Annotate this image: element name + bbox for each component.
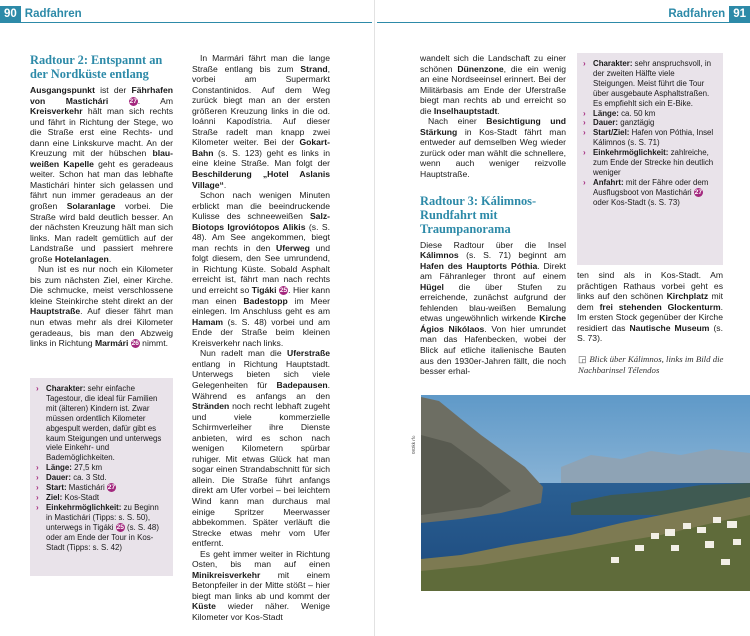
arrow-icon: › <box>36 502 39 512</box>
bold-text: Uferstraße <box>287 348 330 359</box>
info-item-einkehr <box>583 148 717 178</box>
arrow-icon: › <box>36 473 39 483</box>
bold-text: Strand <box>300 63 328 74</box>
text: (s. S. 48) vorbei und am Ende der Straße beim kleinen Kreisverkehr nach links. <box>192 316 330 348</box>
info-value: sehr anspruchsvoll, in der zweiten Hälfte viele Steigungen. Meist führt die Tour über ausgebaute Asphaltstraßen. Es empfiehlt sich ein E-Bike. <box>593 59 711 108</box>
text: ten sind als in Kos-Stadt. Am prächtigen Rathaus vorbei geht es links auf den schönen <box>577 270 723 302</box>
text: , vorbei am Supermarkt Constantinidos. Auf dem Weg zurück biegt man an der ersten größeren Kreuzung links in die od. Ioánni Kapodístria. Auf dieser Straße radelt man knapp zwei Kilometer weiter. Bei der <box>192 63 330 148</box>
map-badge: 25 <box>279 287 288 295</box>
column-1 <box>30 53 173 349</box>
tour2-title: Radtour 2: Entspannt an der Nordküste entlang <box>30 53 163 81</box>
arrow-icon: › <box>583 177 586 187</box>
col2-paragraph-2 <box>192 190 330 348</box>
text: und folgt diesem, den See umrundend, in Richtung Küste. Sobald Asphalt erreicht ist, fährt man nach rechts und erreicht so <box>192 242 330 296</box>
info-value: ca. 50 km <box>618 108 656 118</box>
bold-text: Hafen des Hauptorts Póthia <box>420 260 538 271</box>
text: vorbei. Die Straße wird bald deutlich besser. An der nächsten Kreuzung hält man sich links. Man radelt gemütlich auf der Landstraße und passiert mehrere große <box>30 201 173 264</box>
col3-paragraph-2 <box>420 116 566 179</box>
bold-text: blau-weißen Kapelle <box>30 148 173 169</box>
arrow-icon: › <box>36 492 39 502</box>
map-badge: 25 <box>116 523 124 531</box>
text: . Direkt am Fähranleger thront auf einem <box>420 260 566 282</box>
info-label: Ziel: <box>46 492 63 502</box>
bold-text: Solaranlage <box>66 201 116 212</box>
info-value: zu Beginn in Mastichári (Tipps: s. S. 50), unterwegs in Tigáki <box>46 502 159 532</box>
info-value: Mastichári <box>66 483 105 493</box>
tour3-info-box <box>577 53 723 265</box>
info-label: Einkehrmöglichkeit: <box>46 502 122 512</box>
text: im Meer einlegen. Im Anschluss geht es am <box>192 295 330 317</box>
text: . Auf dieser fährt man nun etwas mehr als drei Kilometer geradeaus, bis man den Abzweig links in Richtung <box>30 306 173 349</box>
tour2-info-box <box>30 378 173 576</box>
text: Schon nach wenigen Minuten erblickt man die beeindruckende Kulisse des schneeweißen <box>192 190 330 222</box>
bold-text: Tigáki <box>251 285 277 296</box>
bold-text: Uferweg <box>276 242 310 253</box>
arrow-icon: › <box>36 463 39 473</box>
tour2-paragraph-1 <box>30 85 173 264</box>
arrow-icon: › <box>583 148 586 158</box>
bold-text: Salz-Biotops Igroviótopos Alikis <box>192 211 330 232</box>
map-badge: 26 <box>131 340 139 348</box>
info-item-charakter <box>583 59 717 109</box>
text: geht es geradeaus weiter. Schon hat man das lebhafte Mastichári hinter sich gelassen und fährt nun immer geradeaus an der großen <box>30 158 173 212</box>
text: entlang in Richtung Hauptstadt. Unterwegs bieten sich viele Gelegenheiten für <box>192 358 330 390</box>
bold-text: Stränden <box>192 401 230 412</box>
photo-credit: 083kk rfo <box>411 435 416 454</box>
col3-paragraph-1 <box>420 53 566 116</box>
info-value: sehr einfache Tagestour, die ideal für Familien mit (älteren) Kindern ist. Zwar müssen ordentlich Kilometer abgespult werden, dafür gibt es kaum Steigungen und unterwegs viele Einkehr- und Bademöglichkeiten. <box>46 384 162 463</box>
text: . <box>223 179 227 190</box>
text: nimmt. <box>139 338 168 349</box>
bold-text: Minikreisverkehr <box>192 569 261 580</box>
text: In Marmári fährt man die lange Straße entlang bis zum <box>192 53 330 74</box>
info-value: mit der Fähre oder dem Ausflugsboot von Mastichári <box>593 177 709 197</box>
header-rule-right <box>377 22 750 23</box>
info-value: zahlreiche, zum Ende der Strecke hin deutlich weniger <box>593 148 714 177</box>
text: . Während es anfangs an den <box>192 379 330 401</box>
text: mit dem <box>577 291 723 312</box>
info-value: (s. S. 48) oder am Ende der Tour in Kos-Stadt (Tipps: s. S. 42) <box>46 522 159 552</box>
info-label: Start/Ziel: <box>593 128 630 138</box>
text: (s. S. 48). Am See angekommen, biegt man rechts in den <box>192 221 330 253</box>
info-item-laenge <box>583 109 717 119</box>
bold-text: Nautische Museum <box>629 322 710 333</box>
info-value: oder Kos-Stadt (s. S. 73) <box>593 197 680 207</box>
arrow-icon: › <box>36 384 39 393</box>
bold-text: Kirche Ágios Nikólaos <box>420 313 566 334</box>
right-header <box>664 6 750 22</box>
map-badge: 27 <box>129 97 137 105</box>
text: mit einem Betonpfeiler in der Mitte stößt – hier biegt man links ab und kommt der <box>192 569 330 601</box>
col2-paragraph-4 <box>192 549 330 623</box>
bold-text: Kreisverkehr <box>30 106 83 117</box>
bold-text: Hamam <box>192 316 224 327</box>
page-number-right: 91 <box>729 6 750 22</box>
info-item-charakter <box>36 384 167 463</box>
info-item-startziel <box>583 128 717 148</box>
header-rule-left <box>0 22 372 23</box>
page-number-left: 90 <box>0 6 21 22</box>
bold-text: Gokart-Bahn <box>192 137 330 158</box>
info-value: 27,5 km <box>71 463 103 473</box>
text: Nun radelt man die <box>200 348 287 359</box>
text: noch recht lebhaft zugeht und viele kommerzielle Schirmverleiher ihre Dienste anbieten, wird es schon nach wenigen Kilometern spürbar ruhiger. Mit etwas Glück hat man sogar einen Strandabschnitt für sich allein. Die Straße führt anfangs direkt am Ufer vorbei – bei leichtem Wind kann man durchaus mal einige Spritzer Meerwasser abbekommen. Später verläuft die Strecke etwas mehr vom Ufer entfernt. <box>192 401 330 549</box>
text: , die ein wenig an eine Nordseeinsel erinnert. Bei der Militärbasis am Ende der Uferstraße biegt man rechts ab und erreicht so die <box>420 63 566 116</box>
tour3-title: Radtour 3: Kálimnos-Rundfahrt mit Traumpanorama <box>420 193 537 236</box>
bold-text: Badepausen <box>276 379 328 390</box>
info-label: Einkehrmöglichkeit: <box>593 148 669 158</box>
info-value: ca. 3 Std. <box>71 473 107 483</box>
info-label: Dauer: <box>46 473 71 483</box>
photo-caption <box>578 354 748 376</box>
text: . <box>497 105 500 116</box>
text: wandelt sich die Landschaft zu einer schönen <box>420 53 566 74</box>
text: die über Stufen zu erreichende, zunächst aufgrund der fehlenden blau-weißen Bemalung etwas ungewöhnlich wirkende <box>420 281 566 324</box>
bold-text: Marmári <box>94 338 129 349</box>
map-badge: 27 <box>107 484 116 492</box>
info-item-laenge <box>36 463 167 473</box>
camera-icon: ◲ <box>578 354 587 364</box>
bold-text: Hügel <box>420 281 444 292</box>
arrow-icon: › <box>583 118 586 128</box>
text: Nun ist es nur noch ein Kilometer bis zum nächsten Ziel, einer Kirche. Die schmucke, meist verschlossene kleine Steinkirche steht direkt an der <box>30 264 173 306</box>
info-label: Anfahrt: <box>593 177 624 187</box>
text: (s. S. 73). <box>577 322 723 344</box>
info-value: Kos-Stadt <box>62 492 100 502</box>
bold-text: Beschilderung „Hotel Aslanis Village“ <box>192 169 330 190</box>
text: wieder näher. Wenige Kilometer vor Kos-Stadt <box>192 601 330 622</box>
column-4 <box>577 270 723 344</box>
text: . <box>108 253 112 264</box>
bold-text: Fährhafen von Mastichári <box>30 85 173 106</box>
caption-text: Blick über Kálimnos, links im Bild die Nachbarinsel Télendos <box>578 354 724 375</box>
bold-text: Hauptstraße <box>30 306 81 317</box>
text: (s. S. 71) beginnt am <box>458 250 566 261</box>
bold-text: Inselhauptstadt <box>433 105 498 116</box>
info-item-einkehr <box>36 503 167 553</box>
bold-text: Küste <box>192 601 216 612</box>
text: Diese Radtour über die Insel <box>420 239 566 250</box>
text: . Hier kann man einen <box>192 285 330 306</box>
col2-paragraph-3 <box>192 348 330 548</box>
bold-text: Kirchplatz <box>666 291 709 302</box>
map-badge: 27 <box>694 188 703 196</box>
bold-text: Hotelanlagen <box>54 253 109 264</box>
info-value: ganztägig <box>618 118 655 128</box>
info-label: Länge: <box>46 463 72 473</box>
arrow-icon: › <box>583 59 586 68</box>
column-2 <box>192 53 330 623</box>
left-header <box>0 6 86 22</box>
info-value: Hafen von Póthia, Insel Kálimnos (s. S. 71) <box>593 128 714 148</box>
bold-text: Kálimnos <box>420 250 459 261</box>
text: Nach einer <box>428 116 487 127</box>
tour3-paragraph-1 <box>420 240 566 377</box>
col2-paragraph-1 <box>192 53 330 190</box>
text: . Von hier umrundet man das Hafenbecken, wobei der Blick auf etliche italienische Bauten aus den 1930er-Jahren fällt, die noch besser erhal- <box>420 323 566 377</box>
bold-text: Besichtigung und Stärkung <box>420 116 566 137</box>
kalimnos-photo <box>421 395 750 591</box>
bold-text: frei stehenden Glockenturm <box>599 301 721 312</box>
text: hält man sich rechts und fährt in Richtung der Stege, wo die Straße erst eine Rechts- und dann eine Linkskurve macht. An der Kreuzung mit der hübschen <box>30 106 173 159</box>
info-item-anfahrt <box>583 178 717 208</box>
text: in Kos-Stadt fährt man entweder auf demselben Weg wieder zurück oder man wählt die schnellere, wenn auch weniger reizvolle Hauptstraße. <box>420 126 566 180</box>
info-item-ziel <box>36 493 167 503</box>
info-item-dauer <box>36 473 167 483</box>
info-item-dauer <box>583 118 717 128</box>
info-label: Start: <box>46 483 67 493</box>
column-3 <box>420 53 566 377</box>
info-label: Dauer: <box>593 118 618 128</box>
bold-text: Dünenzone <box>457 63 504 74</box>
arrow-icon: › <box>583 128 586 138</box>
info-item-start <box>36 483 167 493</box>
text: . Im ersten Stock gegenüber der Kirche residiert das <box>577 301 723 333</box>
arrow-icon: › <box>583 108 586 118</box>
bold-text: Ausgangspunkt <box>30 85 95 95</box>
arrow-icon: › <box>36 483 39 493</box>
info-label: Charakter: <box>593 59 633 68</box>
section-title-right: Radfahren <box>668 8 726 20</box>
text: . Am <box>137 95 173 106</box>
info-label: Länge: <box>593 108 619 118</box>
text: ist der <box>94 85 132 95</box>
info-label: Charakter: <box>46 384 86 393</box>
tour2-paragraph-2 <box>30 264 173 348</box>
text: Es geht immer weiter in Richtung Osten, bis man auf einen <box>192 548 330 570</box>
bold-text: Badestopp <box>243 295 288 306</box>
section-title-left: Radfahren <box>24 8 82 20</box>
tour3-continuation <box>577 270 723 344</box>
text: (s. S. 123) geht es links in eine kleine Straße. Man folgt der <box>192 147 330 169</box>
